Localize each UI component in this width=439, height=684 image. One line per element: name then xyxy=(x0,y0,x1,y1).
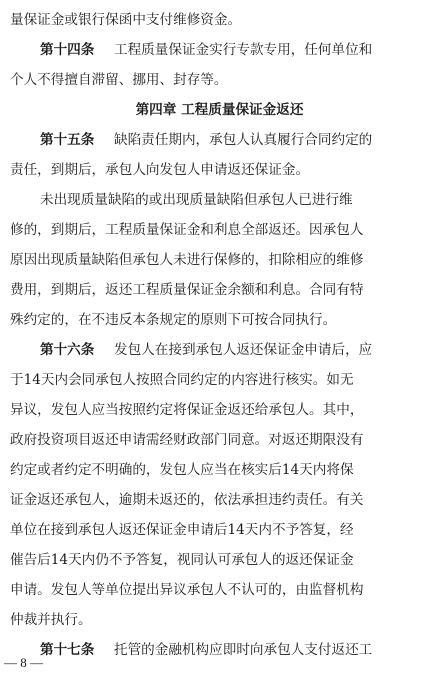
line-text: 仲裁并执行。 xyxy=(10,612,92,628)
line-text: 个人不得擅自滞留、挪用、封存等。 xyxy=(10,72,228,88)
text-line xyxy=(0,156,439,185)
text-line xyxy=(0,396,439,425)
text-line xyxy=(0,306,439,335)
line-text: 政府投资项目返还申请需经财政部门同意。对返还期限没有 xyxy=(10,432,364,448)
line-text: 责任，到期后，承包人向发包人申请返还保证金。 xyxy=(10,162,310,178)
text-line xyxy=(0,216,439,245)
text-line xyxy=(0,516,439,545)
text-line xyxy=(0,66,439,95)
text-line xyxy=(0,6,439,35)
line-text: 异议，发包人应当按照约定将保证金返还给承包人。其中， xyxy=(10,402,364,418)
line-text: 修的，到期后，工程质量保证金和利息全部返还。因承包人 xyxy=(10,222,364,238)
text-line xyxy=(0,546,439,575)
chapter-heading: 第四章 工程质量保证金返还 xyxy=(135,102,304,118)
text-line xyxy=(0,606,439,635)
line-text: 申请。发包人等单位提出异议承包人不认可的，由监督机构 xyxy=(10,582,364,598)
article-line xyxy=(0,126,439,155)
line-text: 证金返还承包人，逾期未返还的，依法承担违约责任。有关 xyxy=(10,492,364,508)
text-line xyxy=(0,426,439,455)
line-text: 发包人在接到承包人返还保证金申请后，应 xyxy=(114,342,373,358)
line-text: 未出现质量缺陷的或出现质量缺陷但承包人已进行维 xyxy=(40,192,353,208)
text-line xyxy=(0,186,439,215)
line-text: 原因出现质量缺陷但承包人未进行保修的，扣除相应的维修 xyxy=(10,252,364,268)
page-number: — 8 — xyxy=(4,655,43,670)
article-number: 第十七条 xyxy=(40,642,95,658)
article-number: 第十五条 xyxy=(40,132,95,148)
text-line xyxy=(0,276,439,305)
text-line xyxy=(0,456,439,485)
line-text: 费用，到期后，返还工程质量保证金余额和利息。合同有特 xyxy=(10,282,364,298)
article-number: 第十六条 xyxy=(40,342,95,358)
article-number: 第十四条 xyxy=(40,42,95,58)
chapter-heading-line xyxy=(0,96,439,125)
article-line xyxy=(0,36,439,65)
line-text: 催告后14天内仍不予答复，视同认可承包人的返还保证金 xyxy=(10,552,354,568)
article-line xyxy=(0,636,439,665)
text-line xyxy=(0,486,439,515)
line-text: 于14天内会同承包人按照合同约定的内容进行核实。如无 xyxy=(10,372,354,388)
line-text: 殊约定的，在不违反本条规定的原则下可按合同执行。 xyxy=(10,312,337,328)
text-line xyxy=(0,366,439,395)
line-text: 托管的金融机构应即时向承包人支付返还工 xyxy=(114,642,373,658)
line-text: 缺陷责任期内，承包人认真履行合同约定的 xyxy=(114,132,373,148)
article-line xyxy=(0,336,439,365)
text-line xyxy=(0,246,439,275)
text-line xyxy=(0,576,439,605)
line-text: 约定或者约定不明确的，发包人应当在核实后14天内将保 xyxy=(10,462,354,478)
line-text: 量保证金或银行保函中支付维修资金。 xyxy=(10,12,242,28)
line-text: 工程质量保证金实行专款专用，任何单位和 xyxy=(114,42,373,58)
line-text: 单位在接到承包人返还保证金申请后14天内不予答复，经 xyxy=(10,522,354,538)
